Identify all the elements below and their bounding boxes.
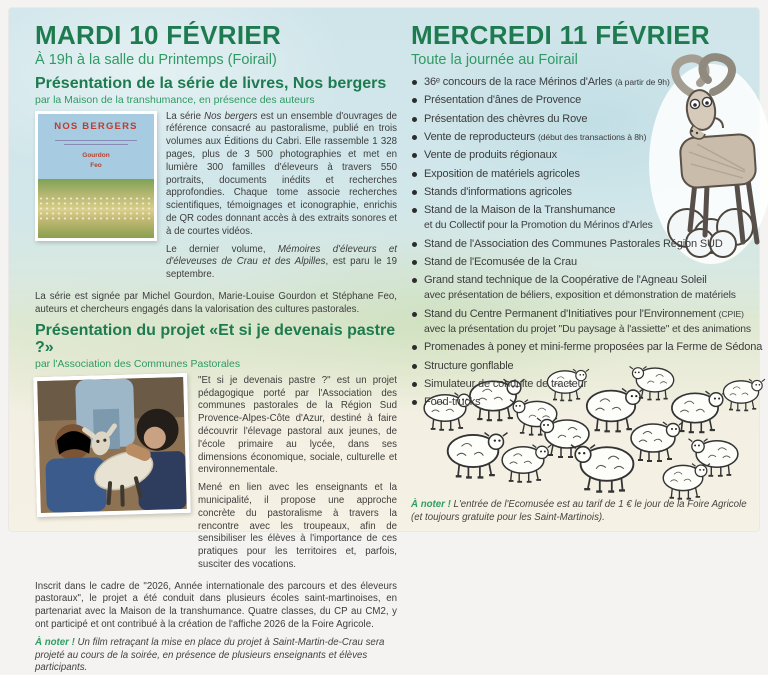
column-wednesday [411,18,763,523]
event-continuation: avec la présentation du projet "Du paysage à l'assiette" et des animations [424,323,751,335]
books-section-text [157,111,397,287]
tuesday-note-text: Un film retraçant la mise en place du projet à Saint-Martin-de-Crau sera projeté au cours de la soirée, en présence de plusieurs enseignants et élèves participants. [35,636,385,674]
tuesday-title: MARDI 10 FÉVRIER [35,20,282,50]
book-cover-authors: Gourdon Feo [82,152,110,170]
event-text: Stand de la Maison de la Transhumance [424,204,616,217]
event-item [411,273,763,303]
pastre-paragraph-1: "Et si je devenais pastre ?" est un projet pédagogique porté par l'Association des communes pastorales de la Région Sud Provence-Alpes-Côte d'Azur, destiné à faire découvrir l'élevage pastoral aux jeunes, de l'école primaire au lycée, dans ses dimensions économique, sociale, culturelle et environnementale. [198,374,397,476]
pastre-paragraph-3: Inscrit dans le cadre de "2026, Année internationale des parcours et des éleveurs pastoraux", le projet a été conduit dans plusieurs écoles saint-martinoises, en partenariat avec la Maison de la transhumance. Quatre classes, du CP au CM2, y ont participé et ont contribué à la création de l'affiche 2026 de la Foire Agricole. [35,580,397,631]
event-item [411,307,763,337]
event-item [411,148,763,163]
event-item [411,167,763,182]
event-text: Stand de l'Ecomusée de la Crau [424,256,577,269]
wednesday-note-label: À noter ! [411,499,451,510]
wednesday-subtitle: Toute la journée au Foirail [411,52,578,68]
event-item [411,203,763,233]
books-section-subheading: par la Maison de la transhumance, en présence des auteurs [35,93,315,106]
event-item [411,130,763,145]
pastre-section-row [35,375,397,577]
events-list [411,75,763,410]
event-text: Présentation des chèvres du Rove [424,112,588,125]
children-lamb-photo [33,373,191,517]
event-item [411,75,763,90]
book-cover-flock-photo [38,179,154,237]
event-text: Simulateur de conduite de tracteur [424,377,588,390]
event-item [411,93,763,108]
event-item [411,185,763,200]
event-text: Exposition de matériels agricoles [424,167,580,180]
event-text: Stand de l'Association des Communes Pastorales Région SUD [424,237,723,250]
event-text: Stands d'informations agricoles [424,186,572,199]
books-paragraph-2: Le dernier volume, Mémoires d'éleveurs et d'éleveuses de Crau et des Alpilles, est paru le 19 septembre. [166,243,397,281]
event-time-note: (CPIE) [718,308,744,319]
event-text: Présentation d'ânes de Provence [424,94,582,107]
pastre-section-text [189,375,397,577]
event-text: Vente de produits régionaux [424,149,557,162]
books-section-row [35,111,397,287]
event-time-note: (à partir de 9h) [614,77,670,87]
event-continuation: et du Collectif pour la Promotion du Mérinos d'Arles [424,220,653,232]
pastre-paragraph-2: Mené en lien avec les enseignants et la municipalité, il propose une approche concrète du pastoralisme à travers la rencontre avec les troupeaux, afin de sensibiliser les élèves à l'importance de ces pratiques pour les territoires et, parfois, susciter des vocations. [198,482,397,570]
event-item [411,112,763,127]
tuesday-note [35,637,397,675]
books-paragraph-3: La série est signée par Michel Gourdon, Marie-Louise Gourdon et Stéphane Feo, auteurs et chercheurs engagés dans la valorisation des cultures pastorales. [35,290,397,315]
pastre-section-heading: Présentation du projet «Et si je devenais pastre ?» [35,321,396,357]
event-time-note: (début des transactions à 8h) [537,132,647,143]
tuesday-subtitle: À 19h à la salle du Printemps (Foirail) [35,52,277,68]
tuesday-note-label: À noter ! [35,636,75,648]
event-item [411,377,763,392]
event-text: Grand stand technique de la Coopérative de l'Agneau Soleil [424,274,707,287]
books-section-heading: Présentation de la série de livres, Nos bergers [35,75,387,92]
column-tuesday [35,18,397,674]
book-cover-subtitle-lines [55,140,136,146]
event-item [411,395,763,410]
event-item [411,359,763,374]
flyer-sheet [9,8,763,674]
event-text: Vente de reproducteurs [424,131,536,144]
event-text: Food-trucks [424,396,481,409]
event-continuation: avec présentation de béliers, exposition et démonstration de matériels [424,290,736,302]
event-text: Promenades à poney et mini-ferme proposées par la Ferme de Sédona [424,341,763,354]
book-cover-image [35,111,157,241]
event-text: Stand du Centre Permanent d'Initiatives pour l'Environnement [424,307,716,320]
event-text: 36ᵉ concours de la race Mérinos d'Arles [424,76,613,88]
event-item [411,255,763,270]
wednesday-title: MERCREDI 11 FÉVRIER [411,20,710,50]
event-item [411,237,763,252]
book-cover-title: NOS BERGERS [54,120,138,132]
children-lamb-photo-art [37,377,187,513]
event-item [411,340,763,355]
event-text: Structure gonflable [424,359,514,372]
wednesday-note-text: L'entrée de l'Ecomusée est au tarif de 1 € le jour de la Foire Agricole (et toujours gratuite pour les Saint-Martinois). [411,499,747,523]
books-paragraph-1: La série Nos bergers est un ensemble d'ouvrages de référence consacré au pastoralisme, publié en trois volumes aux Éditions du Cabri. Elle rassemble 1 328 pages, plus de 3 500 photographies et met en lumière 300 familles d'éleveurs à travers 550 portraits, documents inédits et recherches approfondies. Chaque tome associe recherches scientifiques, témoignages et iconographie, enrichis de QR codes donnant accès à des extraits sonores et à de courtes vidéos. [166,110,397,237]
pastre-section-subheading: par l'Association des Communes Pastorales [35,357,241,370]
wednesday-note [411,499,756,525]
